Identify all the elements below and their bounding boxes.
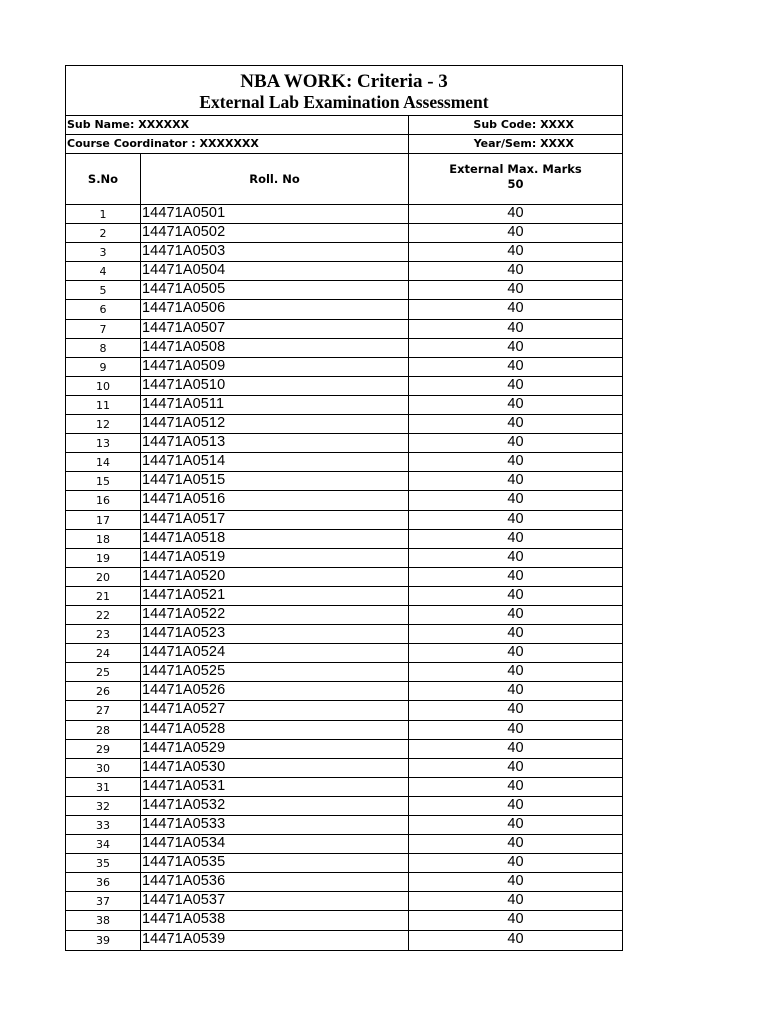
cell-roll: 14471A0507: [141, 320, 409, 338]
table-row: [66, 911, 622, 930]
cell-roll: 14471A0517: [141, 511, 409, 529]
cell-roll: 14471A0515: [141, 472, 409, 490]
table-row: [66, 759, 622, 778]
cell-sno: 5: [66, 281, 141, 299]
table-row: [66, 644, 622, 663]
cell-roll: 14471A0503: [141, 243, 409, 261]
table-row: [66, 587, 622, 606]
cell-sno: 37: [66, 892, 141, 910]
cell-roll: 14471A0506: [141, 300, 409, 318]
table-row: [66, 549, 622, 568]
cell-marks: 40: [507, 835, 524, 852]
table-row: [66, 740, 622, 759]
cell-marks: 40: [507, 224, 524, 241]
header-roll: Roll. No: [141, 154, 409, 204]
cell-roll: 14471A0505: [141, 281, 409, 299]
cell-marks: 40: [507, 663, 524, 680]
table-row: [66, 511, 622, 530]
table-row: [66, 262, 622, 281]
cell-marks: 40: [507, 453, 524, 470]
cell-sno: 6: [66, 300, 141, 318]
cell-marks: 40: [507, 796, 524, 813]
cell-marks: 40: [507, 281, 524, 298]
cell-sno: 29: [66, 740, 141, 758]
cell-roll: 14471A0527: [141, 701, 409, 719]
cell-sno: 33: [66, 816, 141, 834]
cell-sno: 23: [66, 625, 141, 643]
cell-roll: 14471A0511: [141, 396, 409, 414]
cell-marks: 40: [507, 586, 524, 603]
table-row: [66, 816, 622, 835]
header-marks-label: External Max. Marks: [449, 162, 582, 176]
cell-sno: 17: [66, 511, 141, 529]
cell-sno: 32: [66, 797, 141, 815]
cell-marks: 40: [507, 243, 524, 260]
cell-roll: 14471A0508: [141, 339, 409, 357]
table-row: [66, 625, 622, 644]
table-row: [66, 300, 622, 319]
cell-marks: 40: [507, 548, 524, 565]
cell-marks: 40: [507, 415, 524, 432]
cell-sno: 3: [66, 243, 141, 261]
table-row: [66, 721, 622, 740]
cell-sno: 19: [66, 549, 141, 567]
cell-roll: 14471A0529: [141, 740, 409, 758]
sub-code: Sub Code: XXXX: [473, 118, 574, 131]
table-header: [66, 154, 622, 205]
cell-sno: 1: [66, 205, 141, 223]
cell-marks: 40: [507, 625, 524, 642]
cell-roll: 14471A0536: [141, 873, 409, 891]
cell-roll: 14471A0513: [141, 434, 409, 452]
table-row: [66, 415, 622, 434]
cell-marks: 40: [507, 205, 524, 221]
cell-roll: 14471A0534: [141, 835, 409, 853]
cell-marks: 40: [507, 777, 524, 794]
assessment-sheet: [65, 65, 623, 951]
cell-roll: 14471A0522: [141, 606, 409, 624]
cell-sno: 2: [66, 224, 141, 242]
table-row: [66, 778, 622, 797]
table-row: [66, 205, 622, 224]
table-row: [66, 682, 622, 701]
info-row-coordinator: [66, 135, 622, 154]
cell-roll: 14471A0538: [141, 911, 409, 929]
cell-roll: 14471A0519: [141, 549, 409, 567]
cell-marks: 40: [507, 720, 524, 737]
cell-roll: 14471A0528: [141, 721, 409, 739]
cell-marks: 40: [507, 644, 524, 661]
cell-sno: 20: [66, 568, 141, 586]
cell-sno: 9: [66, 358, 141, 376]
table-row: [66, 663, 622, 682]
page-subtitle: External Lab Examination Assessment: [199, 92, 489, 112]
table-body: [66, 205, 622, 950]
cell-sno: 16: [66, 491, 141, 509]
cell-roll: 14471A0533: [141, 816, 409, 834]
table-row: [66, 396, 622, 415]
cell-roll: 14471A0521: [141, 587, 409, 605]
cell-sno: 13: [66, 434, 141, 452]
cell-sno: 8: [66, 339, 141, 357]
info-row-subject: [66, 116, 622, 135]
table-row: [66, 835, 622, 854]
cell-marks: 40: [507, 376, 524, 393]
cell-roll: 14471A0514: [141, 453, 409, 471]
cell-marks: 40: [507, 854, 524, 871]
cell-roll: 14471A0501: [141, 205, 409, 223]
table-row: [66, 472, 622, 491]
title-block: [66, 66, 622, 116]
cell-roll: 14471A0525: [141, 663, 409, 681]
cell-marks: 40: [507, 338, 524, 355]
table-row: [66, 243, 622, 262]
cell-roll: 14471A0502: [141, 224, 409, 242]
cell-roll: 14471A0530: [141, 759, 409, 777]
cell-sno: 4: [66, 262, 141, 280]
table-row: [66, 530, 622, 549]
cell-sno: 31: [66, 778, 141, 796]
cell-marks: 40: [507, 911, 524, 928]
table-row: [66, 320, 622, 339]
cell-sno: 34: [66, 835, 141, 853]
table-row: [66, 377, 622, 396]
course-coordinator: Course Coordinator : XXXXXXX: [66, 135, 409, 153]
cell-roll: 14471A0539: [141, 931, 409, 950]
table-row: [66, 854, 622, 873]
cell-roll: 14471A0516: [141, 491, 409, 509]
table-row: [66, 606, 622, 625]
sub-name: Sub Name: XXXXXX: [66, 116, 409, 134]
cell-sno: 14: [66, 453, 141, 471]
table-row: [66, 434, 622, 453]
cell-marks: 40: [507, 873, 524, 890]
cell-sno: 28: [66, 721, 141, 739]
table-row: [66, 339, 622, 358]
cell-marks: 40: [507, 300, 524, 317]
cell-marks: 40: [507, 491, 524, 508]
cell-marks: 40: [507, 682, 524, 699]
table-row: [66, 931, 622, 950]
cell-marks: 40: [507, 816, 524, 832]
cell-roll: 14471A0510: [141, 377, 409, 395]
table-row: [66, 568, 622, 587]
cell-sno: 12: [66, 415, 141, 433]
cell-roll: 14471A0532: [141, 797, 409, 815]
cell-roll: 14471A0509: [141, 358, 409, 376]
cell-roll: 14471A0512: [141, 415, 409, 433]
cell-sno: 27: [66, 701, 141, 719]
cell-marks: 40: [507, 892, 524, 909]
year-sem: Year/Sem: XXXX: [473, 137, 574, 150]
cell-sno: 38: [66, 911, 141, 929]
page-title: NBA WORK: Criteria - 3: [240, 71, 448, 92]
table-row: [66, 873, 622, 892]
table-row: [66, 701, 622, 720]
cell-sno: 7: [66, 320, 141, 338]
cell-marks: 40: [507, 472, 524, 489]
cell-sno: 15: [66, 472, 141, 490]
cell-roll: 14471A0524: [141, 644, 409, 662]
cell-sno: 24: [66, 644, 141, 662]
cell-marks: 40: [507, 510, 524, 527]
cell-sno: 18: [66, 530, 141, 548]
cell-marks: 40: [507, 605, 524, 622]
table-row: [66, 797, 622, 816]
header-max-marks: 50: [507, 177, 524, 191]
cell-sno: 36: [66, 873, 141, 891]
cell-marks: 40: [507, 395, 524, 412]
table-row: [66, 892, 622, 911]
header-sno: S.No: [66, 154, 141, 204]
cell-roll: 14471A0520: [141, 568, 409, 586]
header-marks: [409, 154, 622, 204]
cell-sno: 30: [66, 759, 141, 777]
cell-roll: 14471A0531: [141, 778, 409, 796]
table-row: [66, 281, 622, 300]
cell-marks: 40: [507, 357, 524, 374]
cell-roll: 14471A0523: [141, 625, 409, 643]
cell-sno: 35: [66, 854, 141, 872]
cell-sno: 21: [66, 587, 141, 605]
cell-marks: 40: [507, 262, 524, 279]
cell-sno: 26: [66, 682, 141, 700]
cell-marks: 40: [507, 930, 524, 947]
table-row: [66, 491, 622, 510]
table-row: [66, 224, 622, 243]
cell-roll: 14471A0537: [141, 892, 409, 910]
cell-marks: 40: [507, 701, 524, 718]
cell-roll: 14471A0535: [141, 854, 409, 872]
cell-sno: 25: [66, 663, 141, 681]
cell-sno: 39: [66, 931, 141, 950]
cell-roll: 14471A0526: [141, 682, 409, 700]
cell-roll: 14471A0518: [141, 530, 409, 548]
cell-roll: 14471A0504: [141, 262, 409, 280]
cell-marks: 40: [507, 319, 524, 336]
cell-marks: 40: [507, 567, 524, 584]
table-row: [66, 453, 622, 472]
table-row: [66, 358, 622, 377]
cell-marks: 40: [507, 758, 524, 775]
cell-marks: 40: [507, 434, 524, 451]
cell-marks: 40: [507, 529, 524, 546]
cell-sno: 22: [66, 606, 141, 624]
cell-sno: 10: [66, 377, 141, 395]
cell-marks: 40: [507, 739, 524, 756]
cell-sno: 11: [66, 396, 141, 414]
